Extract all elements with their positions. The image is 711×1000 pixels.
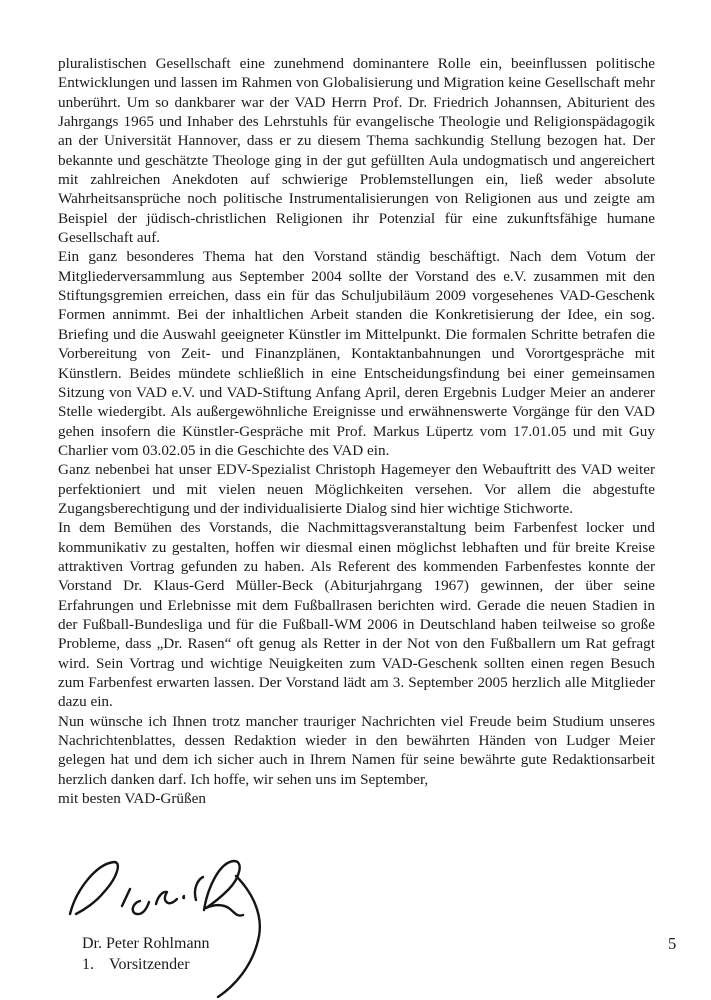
- closing-line: mit besten VAD-Grüßen: [58, 790, 206, 808]
- handwritten-signature-icon: [56, 856, 286, 998]
- paragraph-5: Nun wünsche ich Ihnen trotz mancher trauriger Nachrichten viel Freude beim Studium unseres Nachrichtenblattes, dessen Redaktion wieder in den bewährten Händen von Ludger Meier gelegen hat und dem ich sicher auch in Ihrem Namen für seine bewährte gute Redaktionsarbeit herzlich danken darf. Ich hoffe, wir sehen uns im September,: [58, 712, 655, 788]
- paragraph-2: Ein ganz besonderes Thema hat den Vorstand ständig beschäftigt. Nach dem Votum der Mitgliederversammlung aus September 2004 sollte der Vorstand des e.V. zusammen mit den Stiftungsgremien erreichen, dass ein für das Schuljubiläum 2009 vorgesehenes VAD-Geschenk Formen annimmt. Bei der inhaltlichen Arbeit standen die Konkretisierung der Idee, ein sog. Briefing und die Auswahl geeigneter Künstler im Mittelpunkt. Die formalen Schritte betrafen die Vorbereitung von Zeit- und Finanzplänen, Kontaktanbahnungen und Vorortgespräche mit Künstlern. Beides mündete schließlich in eine Entscheidungsfindung bei einer gemeinsamen Sitzung von VAD e.V. und VAD-Stiftung Anfang April, deren Ergebnis Ludger Meier an anderer Stelle wiedergibt. Als außergewöhnliche Ereignisse und erwähnenswerte Vorgänge für den VAD gehen insofern die Künstler-Gespräche mit Prof. Markus Lüpertz vom 17.01.05 und mit Guy Charlier vom 03.02.05 in die Geschichte des VAD ein.: [58, 248, 655, 459]
- paragraph-4: In dem Bemühen des Vorstands, die Nachmittagsveranstaltung beim Farbenfest locker und kommunikativ zu gestalten, hoffen wir diesmal einen möglichst lebhaften und für breite Kreise attraktiven Vortrag gefunden zu haben. Als Referent des kommenden Farbenfestes konnte der Vorstand Dr. Klaus-Gerd Müller-Beck (Abiturjahrgang 1967) gewinnen, der über seine Erfahrungen und Erlebnisse mit dem Fußballrasen berichten wird. Gerade die neuen Stadien in der Fußball-Bundesliga und für die Fußball-WM 2006 in Deutschland haben teilweise so große Probleme, dass „Dr. Rasen“ oft genug als Retter in der Not von den Fußballern um Rat gefragt wird. Sein Vortrag und wichtige Neuigkeiten zum VAD-Geschenk sollten einen regen Besuch zum Farbenfest erwarten lassen. Der Vorstand lädt am 3. September 2005 herzlich alle Mitglieder dazu ein.: [58, 519, 655, 711]
- signatory-role-number: 1.: [82, 956, 94, 973]
- paragraph-1: pluralistischen Gesellschaft eine zunehmend dominantere Rolle ein, beeinflussen politische Entwicklungen und lassen im Rahmen von Globalisierung und Migration keine Gesellschaft mehr unberührt. Um so dankbarer war der VAD Herrn Prof. Dr. Friedrich Johannsen, Abiturient des Jahrgangs 1965 und Inhaber des Lehrstuhls für evangelische Theologie und Religionspädagogik an der Universität Hannover, dass er zu diesem Thema sachkundig Stellung bezogen hat. Der bekannte und geschätzte Theologe ging in der gut gefüllten Aula undogmatisch und angereichert mit zahlreichen Anekdoten auf schwierige Problemstellungen ein, ließ weder absolute Wahrheitsansprüche noch politische Instrumentalisierungen von Religionen aus und zeigte am Beispiel der jüdisch-christlichen Religionen ihr Potenzial für eine zukunftsfähige humane Gesellschaft auf.: [58, 55, 655, 247]
- signatory-role: [82, 955, 190, 975]
- signatory-role-title: Vorsitzender: [109, 956, 190, 973]
- paragraph-3: Ganz nebenbei hat unser EDV-Spezialist Christoph Hagemeyer den Webauftritt des VAD weiter perfektioniert und mit vielen neuen Möglichkeiten versehen. Vor allem die abgestufte Zugangsberechtigung und der individualisierte Dialog sind hier wichtige Stichworte.: [58, 461, 655, 517]
- signatory-name: Dr. Peter Rohlmann: [82, 935, 210, 952]
- letter-body: [58, 54, 655, 808]
- page-number: 5: [668, 934, 677, 953]
